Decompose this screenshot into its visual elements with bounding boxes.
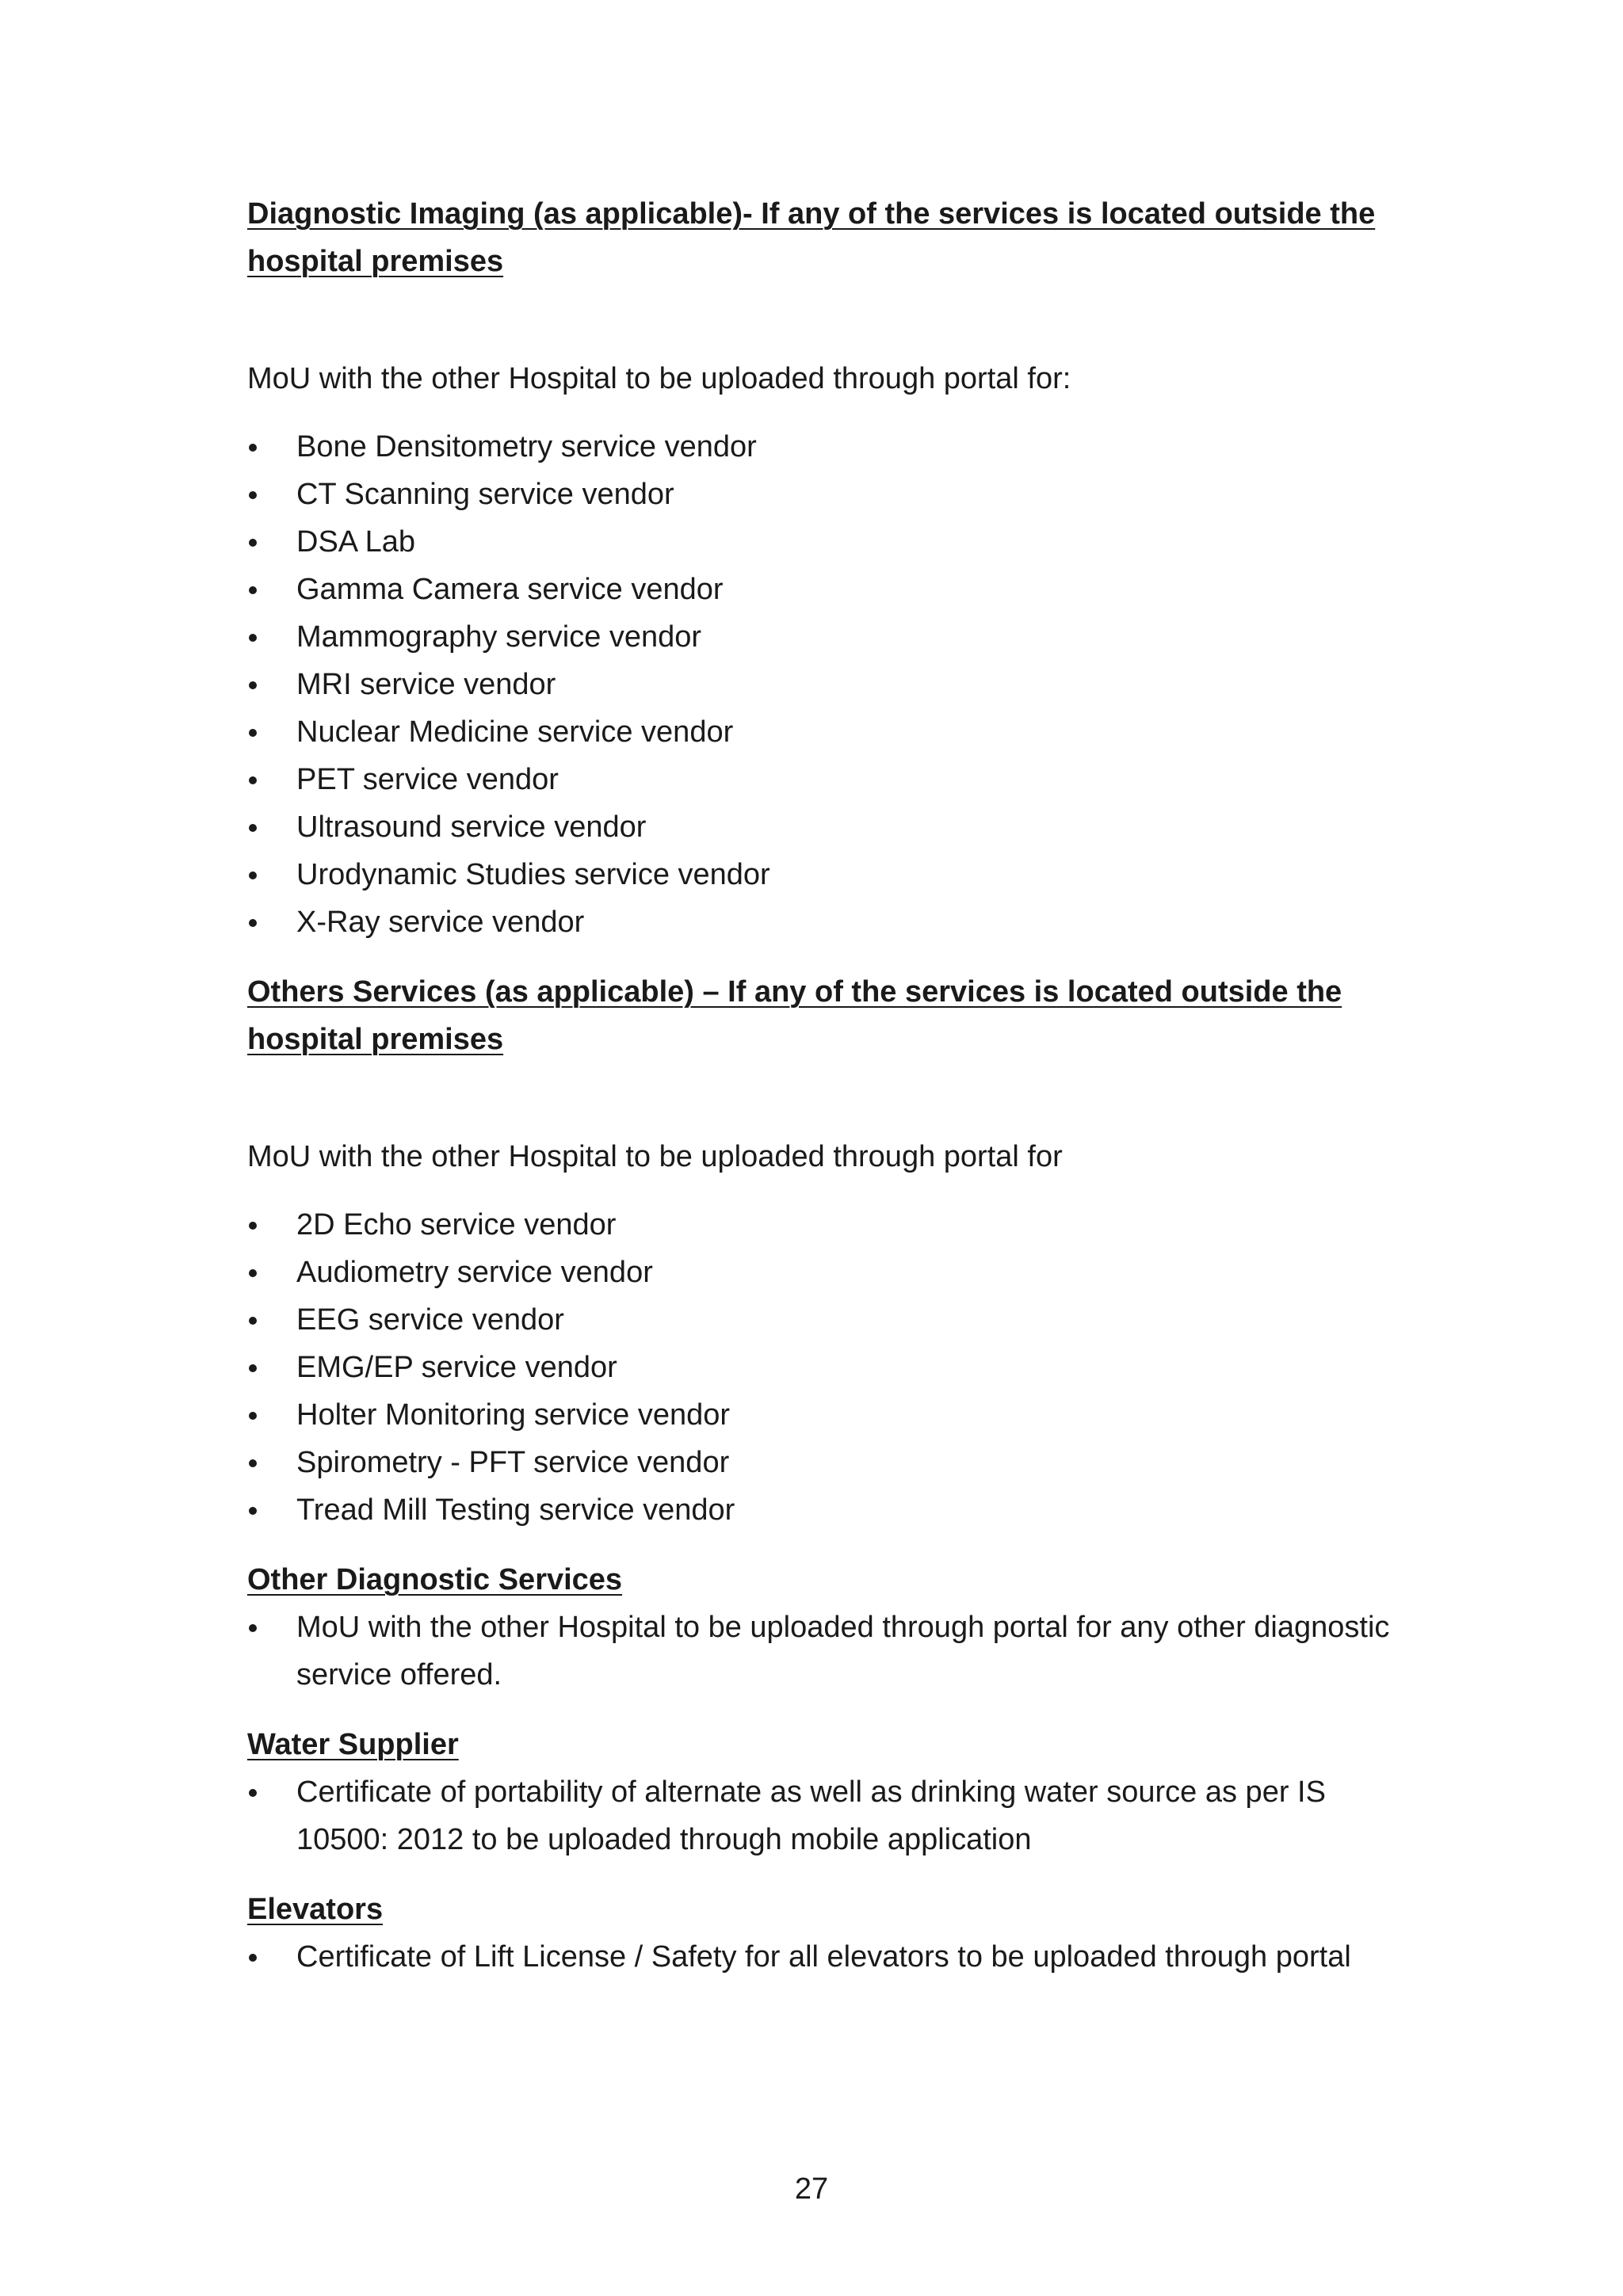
list-item: Bone Densitometry service vendor <box>247 423 1396 471</box>
section-heading-water-supplier: Water Supplier <box>247 1728 459 1761</box>
list-item: Audiometry service vendor <box>247 1249 1396 1296</box>
list-item: EEG service vendor <box>247 1296 1396 1344</box>
bullet-list-diagnostic-imaging <box>247 423 1396 946</box>
bullet-icon <box>249 1789 257 1797</box>
list-item: Gamma Camera service vendor <box>247 566 1396 613</box>
bullet-icon <box>249 491 257 499</box>
bullet-icon <box>249 919 257 927</box>
bullet-list-others-services <box>247 1201 1396 1534</box>
section-heading-others-services: Others Services (as applicable) – If any of the services is located outside the hospital premises <box>247 975 1342 1056</box>
section-heading-elevators: Elevators <box>247 1893 384 1926</box>
list-item: Tread Mill Testing service vendor <box>247 1486 1396 1534</box>
bullet-icon <box>249 1459 257 1467</box>
list-item: Mammography service vendor <box>247 613 1396 661</box>
bullet-list-water-supplier <box>247 1768 1396 1863</box>
list-item: MRI service vendor <box>247 661 1396 708</box>
bullet-icon <box>249 1222 257 1230</box>
bullet-list-elevators <box>247 1933 1396 1981</box>
list-item: Urodynamic Studies service vendor <box>247 851 1396 898</box>
bullet-icon <box>249 871 257 879</box>
bullet-icon <box>249 776 257 784</box>
bullet-list-other-diagnostic-services <box>247 1604 1396 1699</box>
bullet-icon <box>249 1507 257 1515</box>
bullet-icon <box>249 1624 257 1632</box>
bullet-icon <box>249 1364 257 1372</box>
bullet-icon <box>249 681 257 689</box>
section-intro: MoU with the other Hospital to be uploaded through portal for: <box>247 362 1071 395</box>
section-heading-other-diagnostic-services: Other Diagnostic Services <box>247 1563 623 1596</box>
bullet-icon <box>249 444 257 452</box>
list-item: Spirometry - PFT service vendor <box>247 1439 1396 1486</box>
bullet-icon <box>249 1412 257 1420</box>
bullet-icon <box>249 1954 257 1962</box>
bullet-icon <box>249 1317 257 1325</box>
list-item: MoU with the other Hospital to be uploaded through portal for any other diagnostic service offered. <box>247 1604 1396 1699</box>
bullet-icon <box>249 824 257 832</box>
list-item: Ultrasound service vendor <box>247 803 1396 851</box>
list-item: EMG/EP service vendor <box>247 1344 1396 1391</box>
section-heading-diagnostic-imaging: Diagnostic Imaging (as applicable)- If any of the services is located outside the hospital premises <box>247 197 1376 278</box>
section-intro: MoU with the other Hospital to be uploaded through portal for <box>247 1140 1063 1173</box>
bullet-icon <box>249 1269 257 1277</box>
bullet-icon <box>249 586 257 594</box>
bullet-icon <box>249 634 257 642</box>
bullet-icon <box>249 729 257 737</box>
list-item: Certificate of Lift License / Safety for all elevators to be uploaded through portal <box>247 1933 1396 1981</box>
list-item: 2D Echo service vendor <box>247 1201 1396 1249</box>
page-number: 27 <box>794 2172 829 2206</box>
list-item: X-Ray service vendor <box>247 898 1396 946</box>
list-item: Holter Monitoring service vendor <box>247 1391 1396 1439</box>
document-page <box>247 190 1396 1981</box>
list-item: CT Scanning service vendor <box>247 471 1396 518</box>
list-item: Certificate of portability of alternate as well as drinking water source as per IS 10500: 2012 to be uploaded through mobile application <box>247 1768 1396 1863</box>
list-item: DSA Lab <box>247 518 1396 566</box>
list-item: PET service vendor <box>247 756 1396 803</box>
list-item: Nuclear Medicine service vendor <box>247 708 1396 756</box>
bullet-icon <box>249 539 257 547</box>
